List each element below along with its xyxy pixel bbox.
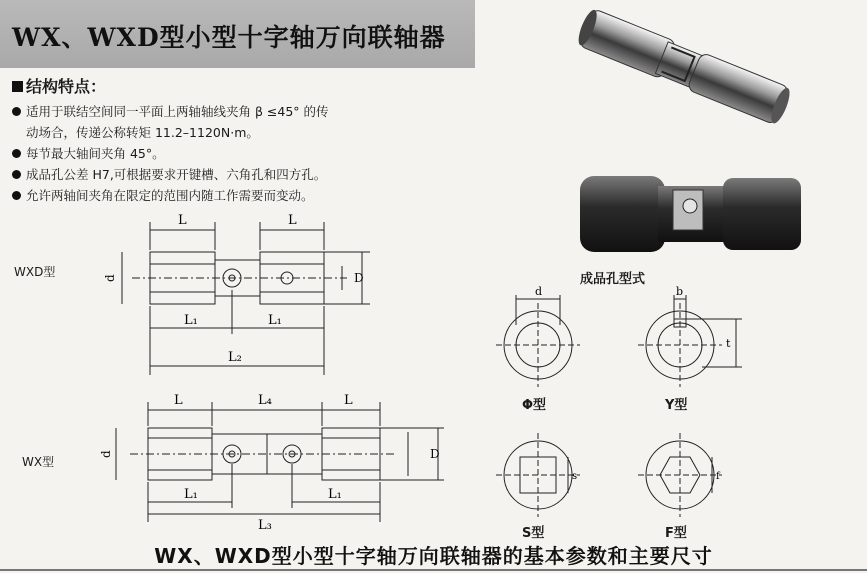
dim-L4: L₄ xyxy=(258,393,272,408)
dim-d-hole: d xyxy=(535,285,543,298)
dim-L2: L₂ xyxy=(228,350,242,365)
dim-d: d xyxy=(103,274,117,282)
list-item xyxy=(12,185,482,206)
dim-D: D xyxy=(430,447,440,461)
feature-text: 适用于联结空间同一平面上两轴轴线夹角 β ≤45° 的传 xyxy=(26,104,329,119)
dim-D: D xyxy=(354,271,364,285)
table-title: WX、WXD型小型十字轴万向联轴器的基本参数和主要尺寸 xyxy=(154,544,713,568)
square-bullet-icon xyxy=(12,81,23,92)
feature-text: 允许两轴间夹角在限定的范围内随工作需要而变动。 xyxy=(26,188,314,203)
bullet-icon xyxy=(12,149,21,158)
hole-type-y: Y型 xyxy=(665,398,688,413)
dim-b: b xyxy=(676,285,684,298)
dim-L-right: L xyxy=(288,213,297,228)
wxd-drawing xyxy=(92,210,402,382)
dim-L-left: L xyxy=(174,393,183,408)
features-heading xyxy=(12,74,482,97)
hole-type-phi: Φ型 xyxy=(522,398,547,413)
feature-text-cont: 动场合，传递公称转矩 11.2–1120N·m。 xyxy=(26,125,259,140)
dim-L3: L₃ xyxy=(258,518,272,532)
dim-s: s xyxy=(572,471,578,482)
bullet-icon xyxy=(12,191,21,200)
feature-text: 每节最大轴间夹角 45°。 xyxy=(26,146,165,161)
wx-label: WX型 xyxy=(22,455,55,469)
hole-type-f: F型 xyxy=(665,526,687,541)
list-item xyxy=(12,101,482,143)
dim-L1-right: L₁ xyxy=(328,487,342,502)
dim-f: f xyxy=(716,471,720,482)
dim-L1-right: L₁ xyxy=(268,313,282,328)
wx-drawing xyxy=(92,382,452,532)
bullet-icon xyxy=(12,170,21,179)
wxd-label: WXD型 xyxy=(14,265,56,279)
dim-L-right: L xyxy=(344,393,353,408)
feature-text: 成品孔公差 H7,可根据要求开键槽、六角孔和四方孔。 xyxy=(26,167,327,182)
features-section xyxy=(12,74,482,206)
bullet-icon xyxy=(12,107,21,116)
dim-d: d xyxy=(99,450,113,458)
divider xyxy=(0,569,867,571)
hole-types-caption: 成品孔型式 xyxy=(580,272,646,287)
hole-type-s: S型 xyxy=(522,526,545,541)
features-heading-text: 结构特点： xyxy=(26,77,107,96)
title-banner xyxy=(0,0,475,68)
page-title: WX、WXD型小型十字轴万向联轴器 xyxy=(12,23,446,52)
coupling-photo-polished xyxy=(570,2,800,132)
dim-t: t xyxy=(726,337,731,350)
dim-L1-left: L₁ xyxy=(184,487,198,502)
list-item xyxy=(12,143,482,164)
dim-L-left: L xyxy=(178,213,187,228)
dim-L1-left: L₁ xyxy=(184,313,198,328)
coupling-photo-dark xyxy=(578,168,803,260)
features-list xyxy=(12,101,482,206)
list-item xyxy=(12,164,482,185)
